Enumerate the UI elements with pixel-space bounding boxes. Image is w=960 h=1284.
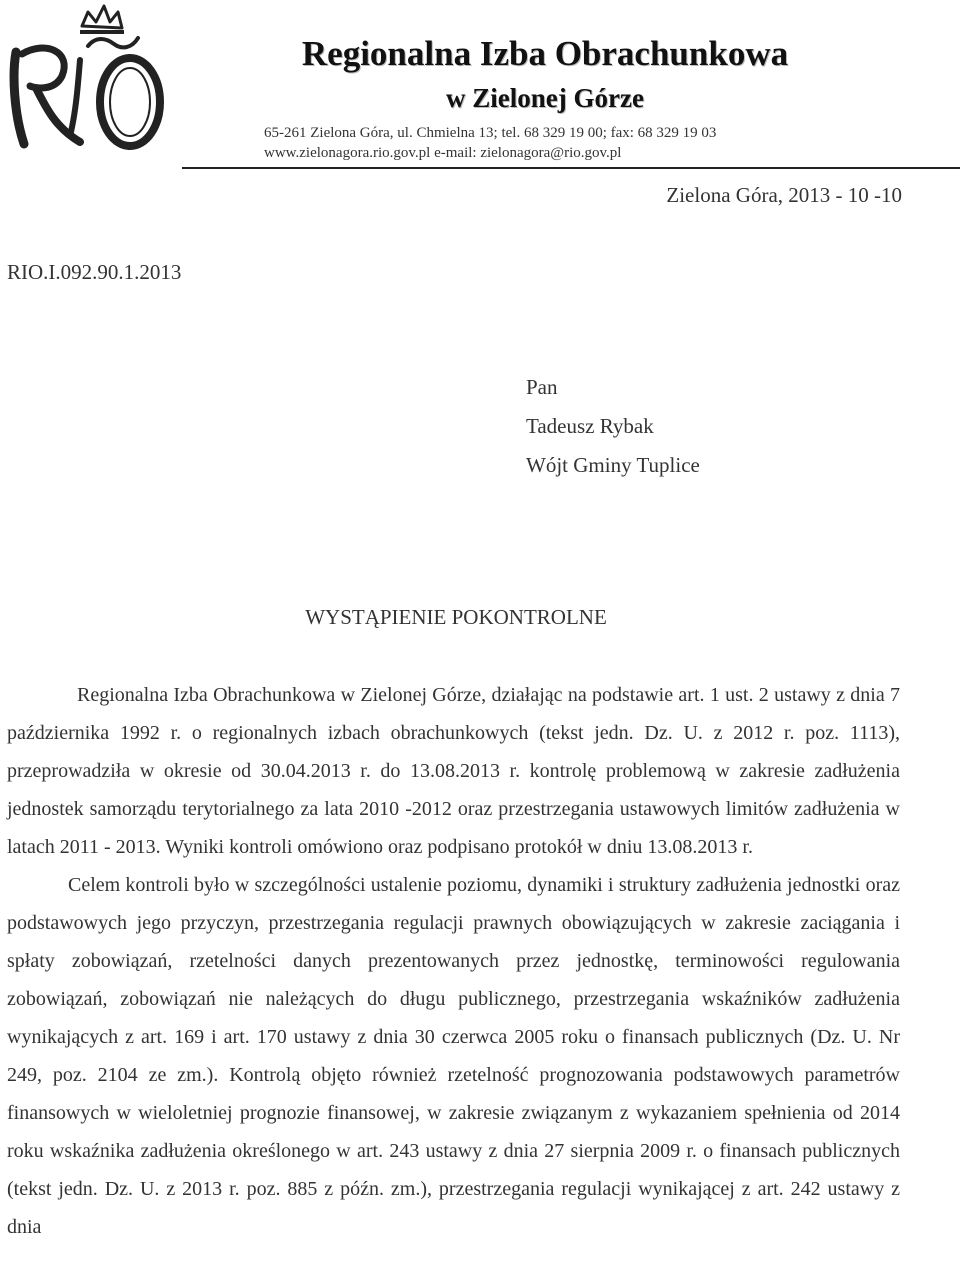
recipient-position: Wójt Gminy Tuplice xyxy=(526,453,700,477)
document-title: WYSTĄPIENIE POKONTROLNE xyxy=(305,605,607,629)
contact-address-line: 65-261 Zielona Góra, ul. Chmielna 13; tel. 68 329 19 00; fax: 68 329 19 03 xyxy=(264,125,717,141)
reference-number: RIO.I.092.90.1.2013 xyxy=(7,260,182,284)
document-date: Zielona Góra, 2013 - 10 -10 xyxy=(666,183,902,207)
document-body xyxy=(7,676,900,1246)
recipient-name: Tadeusz Rybak xyxy=(526,414,654,438)
body-paragraph-1: Regionalna Izba Obrachunkowa w Zielonej Górze, działając na podstawie art. 1 ust. 2 ustawy z dnia 7 października 1992 r. o regionalnych izbach obrachunkowych (tekst jedn. Dz. U. z 2012 r. poz. 1113), przeprowadziła w okresie od 30.04.2013 r. do 13.08.2013 r. kontrolę problemową w zakresie zadłużenia jednostek samorządu terytorialnego za lata 2010 -2012 oraz przestrzegania ustawowych limitów zadłużenia w latach 2011 - 2013. Wyniki kontroli omówiono oraz podpisano protokół w dniu 13.08.2013 r. xyxy=(7,684,900,858)
organization-city: w Zielonej Górze xyxy=(446,83,644,113)
recipient-salutation: Pan xyxy=(526,375,558,399)
body-paragraph-2: Celem kontroli było w szczególności ustalenie poziomu, dynamiki i struktury zadłużenia jednostki oraz podstawowych jego przyczyn, przestrzegania regulacji prawnych obowiązujących w zakresie zaciągania i spłaty zobowiązań, rzetelności danych prezentowanych przez jednostkę, terminowości regulowania zobowiązań, zobowiązań nie należących do długu publicznego, przestrzegania wskaźników zadłużenia wynikających z art. 169 i art. 170 ustawy z dnia 30 czerwca 2005 roku o finansach publicznych (Dz. U. Nr 249, poz. 2104 ze zm.). Kontrolą objęto również rzetelność prognozowania podstawowych parametrów finansowych w wieloletniej prognozie finansowej, w zakresie związanym z wykazaniem spełnienia od 2014 roku wskaźnika zadłużenia określonego w art. 243 ustawy z dnia 27 sierpnia 2009 r. o finansach publicznych (tekst jedn. Dz. U. z 2013 r. poz. 885 z późn. zm.), przestrzegania regulacji wynikającej z art. 242 ustawy z dnia xyxy=(7,874,900,1238)
contact-web-email-line: www.zielonagora.rio.gov.pl e-mail: zielonagora@rio.gov.pl xyxy=(264,145,622,161)
letterhead-divider xyxy=(182,167,960,169)
organization-name: Regionalna Izba Obrachunkowa xyxy=(301,34,789,73)
